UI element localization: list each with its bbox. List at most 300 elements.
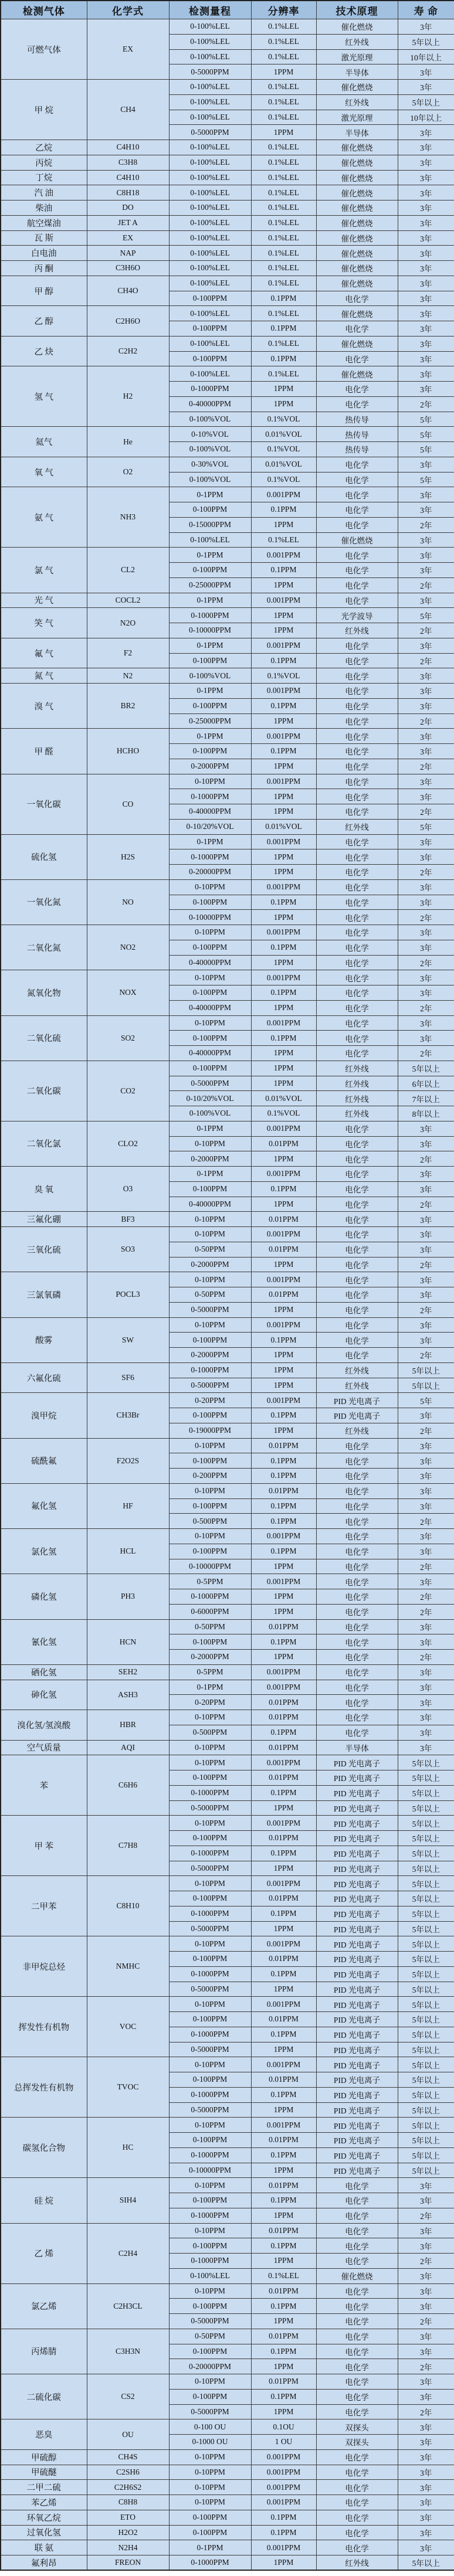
principle-cell: 电化学 [316,1544,398,1559]
principle-cell: PID 光电离子 [316,1831,398,1846]
principle-cell: 催化燃烧 [316,276,398,291]
principle-cell: 催化燃烧 [316,230,398,246]
formula-cell: C3H6O [87,261,169,276]
resolution-cell: 1PPM [251,1423,316,1438]
gas-name-cell: 环氧乙烷 [1,2510,87,2525]
resolution-cell: 1PPM [251,517,316,532]
principle-cell: PID 光电离子 [316,2012,398,2027]
range-cell: 0-100PPM [169,351,251,366]
gas-name-cell: 氢 气 [1,366,87,427]
life-cell: 3年 [398,1544,454,1559]
resolution-cell: 0.1%LEL [251,34,316,49]
table-row [1,1680,454,1695]
range-cell: 0-100PPM [169,1333,251,1348]
formula-cell: HC [87,2118,169,2178]
resolution-cell: 1PPM [251,713,316,729]
principle-cell: 电化学 [316,804,398,820]
gas-name-cell: 甲硫醇 [1,2449,87,2465]
range-cell: 0-1PPM [169,1121,251,1136]
range-cell: 0-100%LEL [169,140,251,155]
range-cell: 0-1000PPM [169,2208,251,2223]
gas-name-cell: 丙 酮 [1,261,87,276]
principle-cell: 催化燃烧 [316,19,398,35]
life-cell: 5年以上 [398,2133,454,2148]
table-row [1,1664,454,1680]
resolution-cell: 0.01PPM [251,2012,316,2027]
life-cell: 2年 [398,623,454,638]
principle-cell: 电化学 [316,2238,398,2254]
principle-cell: 电化学 [316,396,398,412]
principle-cell: 双探头 [316,2435,398,2450]
formula-cell: C8H18 [87,185,169,200]
life-cell: 2年 [398,713,454,729]
gas-name-cell: 溴甲烷 [1,1393,87,1438]
life-cell: 3年 [398,834,454,849]
formula-cell: C4H10 [87,170,169,185]
range-cell: 0-100PPM [169,1770,251,1786]
resolution-cell: 0.1PPM [251,1333,316,1348]
gas-name-cell: 航空煤油 [1,215,87,230]
range-cell: 0-20000PPM [169,865,251,880]
life-cell: 3年 [398,1529,454,1544]
life-cell: 5年以上 [398,2087,454,2102]
life-cell: 5年以上 [398,1891,454,1906]
life-cell: 3年 [398,1136,454,1151]
resolution-cell: 1PPM [251,1604,316,1619]
life-cell: 3年 [398,64,454,80]
gas-name-cell: 二硫化碳 [1,2374,87,2419]
formula-cell: F2 [87,638,169,668]
range-cell: 0-100%VOL [169,472,251,487]
resolution-cell: 1PPM [251,2359,316,2374]
gas-name-cell: 二氧化碳 [1,1061,87,1121]
range-cell: 0-10000PPM [169,623,251,638]
principle-cell: 电化学 [316,1438,398,1453]
range-cell: 0-40000PPM [169,1197,251,1212]
principle-cell: 电化学 [316,382,398,397]
principle-cell: 电化学 [316,668,398,684]
resolution-cell: 0.1%LEL [251,2268,316,2283]
table-row [1,1393,454,1408]
resolution-cell: 0.1%LEL [251,49,316,64]
principle-cell: 电化学 [316,472,398,487]
life-cell: 5年以上 [398,1770,454,1786]
range-cell: 0-40000PPM [169,1046,251,1061]
life-cell: 5年以上 [398,1378,454,1393]
range-cell: 0-100PPM [169,502,251,518]
resolution-cell: 1PPM [251,1061,316,1076]
life-cell: 5年以上 [398,1952,454,1967]
formula-cell: CH3Br [87,1393,169,1438]
resolution-cell: 0.01PPM [251,2072,316,2088]
life-cell: 3年 [398,1438,454,1453]
life-cell: 3年 [398,548,454,563]
table-row [1,366,454,382]
life-cell: 3年 [398,729,454,744]
range-cell: 0-100PPM [169,1891,251,1906]
life-cell: 3年 [398,2449,454,2465]
range-cell: 0-1000PPM [169,1589,251,1605]
range-cell: 0-10PPM [169,1710,251,1725]
life-cell: 5年 [398,412,454,427]
life-cell: 3年 [398,774,454,789]
resolution-cell: 1PPM [251,2314,316,2329]
life-cell: 2年 [398,1589,454,1605]
gas-name-cell: 丙烷 [1,155,87,170]
resolution-cell: 0.1PPM [251,1634,316,1650]
resolution-cell: 0.01PPM [251,1212,316,1227]
range-cell: 0-10PPM [169,1227,251,1242]
life-cell: 5年以上 [398,1800,454,1816]
range-cell: 0-10PPM [169,1212,251,1227]
resolution-cell: 0.1PPM [251,1544,316,1559]
range-cell: 0-10PPM [169,2449,251,2465]
gas-name-cell: 氰化氢 [1,1619,87,1664]
formula-cell: H2O2 [87,2525,169,2540]
range-cell: 0-50PPM [169,1619,251,1634]
principle-cell: 电化学 [316,759,398,774]
principle-cell: 电化学 [316,744,398,759]
life-cell: 3年 [398,744,454,759]
resolution-cell: 0.1PPM [251,1725,316,1740]
range-cell: 0-10PPM [169,1483,251,1498]
life-cell: 5年以上 [398,1906,454,1921]
table-row [1,215,454,230]
range-cell: 0-10PPM [169,1997,251,2012]
life-cell: 2年 [398,653,454,668]
range-cell: 0-1PPM [169,834,251,849]
life-cell: 5年以上 [398,1966,454,1982]
range-cell: 0-10/20%VOL [169,819,251,834]
column-header-principle: 技术原理 [316,1,398,19]
principle-cell: PID 光电离子 [316,1861,398,1876]
range-cell: 0-10000PPM [169,910,251,925]
principle-cell: 电化学 [316,834,398,849]
life-cell: 3年 [398,1031,454,1046]
principle-cell: 电化学 [316,1317,398,1333]
formula-cell: NAP [87,246,169,261]
principle-cell: 催化燃烧 [316,2268,398,2283]
range-cell: 0-15000PPM [169,517,251,532]
formula-cell: C2H3CL [87,2283,169,2329]
principle-cell: 电化学 [316,1181,398,1197]
range-cell: 0-1PPM [169,2540,251,2555]
life-cell: 3年 [398,487,454,502]
life-cell: 3年 [398,291,454,306]
range-cell: 0-100%LEL [169,261,251,276]
principle-cell: PID 光电离子 [316,2042,398,2057]
range-cell: 0-10000PPM [169,2163,251,2178]
range-cell: 0-10000PPM [169,1559,251,1574]
principle-cell: 催化燃烧 [316,140,398,155]
life-cell: 6年以上 [398,1076,454,1091]
resolution-cell: 0.1%VOL [251,412,316,427]
principle-cell: 电化学 [316,1710,398,1725]
range-cell: 0-10PPM [169,2178,251,2193]
life-cell: 2年 [398,759,454,774]
principle-cell: 电化学 [316,925,398,940]
column-header-gas: 检测气体 [1,1,87,19]
principle-cell: 催化燃烧 [316,200,398,216]
life-cell: 10年以上 [398,110,454,125]
gas-name-cell: 硅 烷 [1,2178,87,2223]
principle-cell: 热传导 [316,442,398,457]
life-cell: 2年 [398,517,454,532]
table-row [1,200,454,216]
formula-cell: HCHO [87,729,169,774]
formula-cell: COCL2 [87,593,169,608]
table-row [1,246,454,261]
principle-cell: 催化燃烧 [316,261,398,276]
resolution-cell: 0.01PPM [251,1891,316,1906]
resolution-cell: 0.01PPM [251,1710,316,1725]
formula-cell: C8H8 [87,2495,169,2510]
gas-name-cell: 溴化氢/氢溴酸 [1,1710,87,1741]
life-cell: 3年 [398,457,454,472]
range-cell: 0-25000PPM [169,577,251,593]
life-cell: 3年 [398,1121,454,1136]
life-cell: 5年以上 [398,1846,454,1861]
range-cell: 0-1000PPM [169,849,251,865]
resolution-cell: 0.1%LEL [251,230,316,246]
resolution-cell: 0.001PPM [251,1664,316,1680]
formula-cell: PH3 [87,1574,169,1619]
formula-cell: POCL3 [87,1272,169,1317]
table-row [1,593,454,608]
range-cell: 0-30%VOL [169,457,251,472]
principle-cell: 激光原理 [316,49,398,64]
gas-name-cell: 三氯氧磷 [1,1272,87,1317]
principle-cell: 电化学 [316,548,398,563]
gas-name-cell: 恶臭 [1,2419,87,2450]
gas-name-cell: 甲 醇 [1,276,87,306]
column-header-resolution: 分辨率 [251,1,316,19]
life-cell: 3年 [398,230,454,246]
range-cell: 0-1000PPM [169,2027,251,2042]
principle-cell: 电化学 [316,1498,398,1514]
range-cell: 0-5000PPM [169,2404,251,2419]
table-row [1,638,454,653]
resolution-cell: 1PPM [251,804,316,820]
formula-cell: SO3 [87,1227,169,1272]
range-cell: 0-10PPM [169,1136,251,1151]
range-cell: 0-20000PPM [169,2359,251,2374]
life-cell: 3年 [398,2374,454,2390]
life-cell: 3年 [398,1740,454,1755]
range-cell: 0-100PPM [169,1831,251,1846]
table-row [1,2419,454,2435]
resolution-cell: 0.1PPM [251,985,316,1001]
life-cell: 2年 [398,1151,454,1167]
principle-cell: PID 光电离子 [316,1785,398,1800]
range-cell: 0-100PPM [169,895,251,910]
gas-name-cell: 三氧化硫 [1,1227,87,1272]
resolution-cell: 0.001PPM [251,1936,316,1952]
principle-cell: 电化学 [316,879,398,895]
resolution-cell: 0.1PPM [251,698,316,713]
table-row [1,684,454,699]
principle-cell: 电化学 [316,2254,398,2269]
life-cell: 3年 [398,351,454,366]
principle-cell: 电化学 [316,1242,398,1257]
table-row [1,2525,454,2540]
principle-cell: 热传导 [316,427,398,442]
life-cell: 3年 [398,2495,454,2510]
principle-cell: 电化学 [316,1333,398,1348]
principle-cell: 电化学 [316,1559,398,1574]
resolution-cell: 0.01PPM [251,2374,316,2390]
principle-cell: 电化学 [316,2374,398,2390]
principle-cell: PID 光电离子 [316,1800,398,1816]
range-cell: 0-10PPM [169,2374,251,2390]
resolution-cell: 0.1PPM [251,2238,316,2254]
life-cell: 3年 [398,2223,454,2238]
range-cell: 0-100%VOL [169,442,251,457]
resolution-cell: 0.001PPM [251,1997,316,2012]
table-row [1,80,454,95]
resolution-cell: 1PPM [251,1559,316,1574]
table-row [1,2465,454,2480]
resolution-cell: 0.01PPM [251,1136,316,1151]
table-row [1,1272,454,1287]
range-cell: 0-2000PPM [169,1650,251,1665]
gas-name-cell: 磷化氢 [1,1574,87,1619]
formula-cell: NO [87,879,169,925]
principle-cell: 电化学 [316,955,398,970]
resolution-cell: 1PPM [251,2208,316,2223]
principle-cell: PID 光电离子 [316,1936,398,1952]
life-cell: 3年 [398,1664,454,1680]
principle-cell: PID 光电离子 [316,2163,398,2178]
principle-cell: 电化学 [316,2540,398,2555]
resolution-cell: 1PPM [251,955,316,970]
life-cell: 5年 [398,819,454,834]
formula-cell: C3H8 [87,155,169,170]
resolution-cell: 0.1%LEL [251,261,316,276]
resolution-cell: 0.1PPM [251,1846,316,1861]
resolution-cell: 1PPM [251,1000,316,1015]
range-cell: 0-10PPM [169,1876,251,1891]
gas-name-cell: 碳氢化合物 [1,2118,87,2178]
resolution-cell: 0.1%LEL [251,532,316,548]
life-cell: 5年以上 [398,1755,454,1770]
life-cell: 3年 [398,1695,454,1710]
resolution-cell: 1PPM [251,1589,316,1605]
table-row [1,925,454,940]
table-row [1,2449,454,2465]
range-cell: 0-40000PPM [169,804,251,820]
principle-cell: 电化学 [316,1725,398,1740]
range-cell: 0-10PPM [169,1755,251,1770]
resolution-cell: 0.01PPM [251,2223,316,2238]
principle-cell: 电化学 [316,2314,398,2329]
table-row [1,1015,454,1031]
formula-cell: C2SH6 [87,2465,169,2480]
resolution-cell: 0.001PPM [251,1227,316,1242]
range-cell: 0-20PPM [169,1393,251,1408]
table-row [1,608,454,623]
principle-cell: 催化燃烧 [316,80,398,95]
life-cell: 3年 [398,2329,454,2344]
range-cell: 0-50PPM [169,1287,251,1303]
life-cell: 3年 [398,2178,454,2193]
formula-cell: NO2 [87,925,169,970]
principle-cell: 电化学 [316,1121,398,1136]
gas-name-cell: 氟利昂 [1,2555,87,2571]
table-row [1,2374,454,2390]
life-cell: 2年 [398,1348,454,1363]
principle-cell: 电化学 [316,487,398,502]
range-cell: 0-100%LEL [169,306,251,321]
life-cell: 8年以上 [398,1106,454,1122]
principle-cell: 电化学 [316,2495,398,2510]
resolution-cell: 0.1OU [251,2419,316,2435]
life-cell: 2年 [398,1046,454,1061]
range-cell: 0-1PPM [169,729,251,744]
gas-name-cell: 硫酰氟 [1,1438,87,1483]
formula-cell: H2S [87,834,169,879]
principle-cell: 电化学 [316,2359,398,2374]
formula-cell: CO [87,774,169,834]
range-cell: 0-2000PPM [169,1151,251,1167]
gas-name-cell: 柴油 [1,200,87,216]
life-cell: 3年 [398,382,454,397]
resolution-cell: 0.001PPM [251,2118,316,2133]
table-row [1,1121,454,1136]
range-cell: 0-10PPM [169,1816,251,1831]
range-cell: 0-100PPM [169,1544,251,1559]
gas-name-cell: 氟化氢 [1,1483,87,1528]
resolution-cell: 1PPM [251,2163,316,2178]
life-cell: 5年 [398,472,454,487]
life-cell: 2年 [398,2254,454,2269]
range-cell: 0-1PPM [169,638,251,653]
formula-cell: SEH2 [87,1664,169,1680]
resolution-cell: 0.1PPM [251,321,316,337]
resolution-cell: 0.001PPM [251,1574,316,1589]
life-cell: 3年 [398,261,454,276]
life-cell: 3年 [398,532,454,548]
principle-cell: 电化学 [316,1212,398,1227]
formula-cell: F2O2S [87,1438,169,1483]
resolution-cell: 0.001PPM [251,2480,316,2495]
formula-cell: C2H4 [87,2223,169,2283]
formula-cell: VOC [87,1997,169,2057]
principle-cell: 电化学 [316,2389,398,2404]
formula-cell: ASH3 [87,1680,169,1710]
resolution-cell: 0.001PPM [251,1816,316,1831]
life-cell: 5年以上 [398,1921,454,1936]
resolution-cell: 1PPM [251,608,316,623]
range-cell: 0-100PPM [169,2525,251,2540]
life-cell: 3年 [398,336,454,351]
life-cell: 5年以上 [398,1982,454,1997]
resolution-cell: 0.001PPM [251,729,316,744]
resolution-cell: 1PPM [251,1861,316,1876]
principle-cell: 电化学 [316,1287,398,1303]
life-cell: 3年 [398,1242,454,1257]
principle-cell: 催化燃烧 [316,185,398,200]
life-cell: 2年 [398,955,454,970]
life-cell: 3年 [398,19,454,35]
table-row [1,1438,454,1453]
principle-cell: 电化学 [316,910,398,925]
resolution-cell: 1PPM [251,2555,316,2571]
principle-cell: PID 光电离子 [316,1921,398,1936]
range-cell: 0-10PPM [169,2465,251,2480]
principle-cell: 电化学 [316,1650,398,1665]
table-row [1,1167,454,1182]
